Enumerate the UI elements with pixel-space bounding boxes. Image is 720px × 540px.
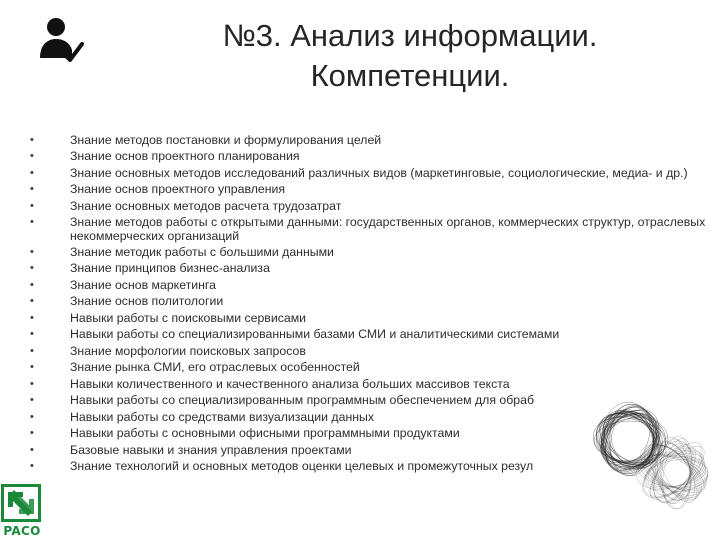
scribble-sphere-decoration [590, 398, 720, 516]
list-item: • Знание основ проектного управления [30, 183, 710, 196]
list-item: • Знание основ маркетинга [30, 279, 710, 292]
list-item: • Знание основ политологии [30, 295, 710, 308]
list-item: • Знание методик работы с большими данными [30, 246, 710, 259]
title-line-1: №3. Анализ информации. [222, 18, 598, 53]
user-check-icon [34, 14, 86, 66]
title-line-2: Компетенции. [310, 58, 510, 93]
logo-arrow-icon [1, 484, 41, 522]
slide-title [160, 16, 660, 96]
list-item: • Знание принципов бизнес-анализа [30, 262, 710, 275]
list-item: • Знание морфологии поисковых запросов [30, 345, 710, 358]
list-item: • Базовые навыки и знания управления проектами [30, 444, 710, 457]
list-item: • Знание рынка СМИ, его отраслевых особенностей [30, 361, 710, 374]
list-item: • Навыки работы с основными офисными программными продуктами [30, 427, 710, 440]
list-item: • Навыки работы с поисковыми сервисами [30, 312, 710, 325]
list-item: • Знание технологий и основных методов оценки целевых и промежуточных резул [30, 460, 710, 473]
logo-text: PACO [3, 524, 41, 538]
list-item: • Знание методов работы с открытыми данными: государственных органов, коммерческих структур, отраслевых некоммерческих организаций [30, 216, 710, 242]
paco-logo [0, 484, 44, 540]
list-item: • Знание основных методов расчета трудозатрат [30, 200, 710, 213]
list-item: • Навыки работы со специализированным программным обеспечением для обраб [30, 394, 710, 407]
list-item: • Навыки работы со специализированными базами СМИ и аналитическими системами [30, 328, 710, 341]
list-item: • Знание основ проектного планирования [30, 150, 710, 163]
list-item: • Знание основных методов исследований различных видов (маркетинговые, социологические, медиа- и др.) [30, 167, 710, 180]
list-item: • Знание методов постановки и формулирования целей [30, 134, 710, 147]
list-item: • Навыки количественного и качественного анализа больших массивов текста [30, 378, 710, 391]
list-item: • Навыки работы со средствами визуализации данных [30, 411, 710, 424]
